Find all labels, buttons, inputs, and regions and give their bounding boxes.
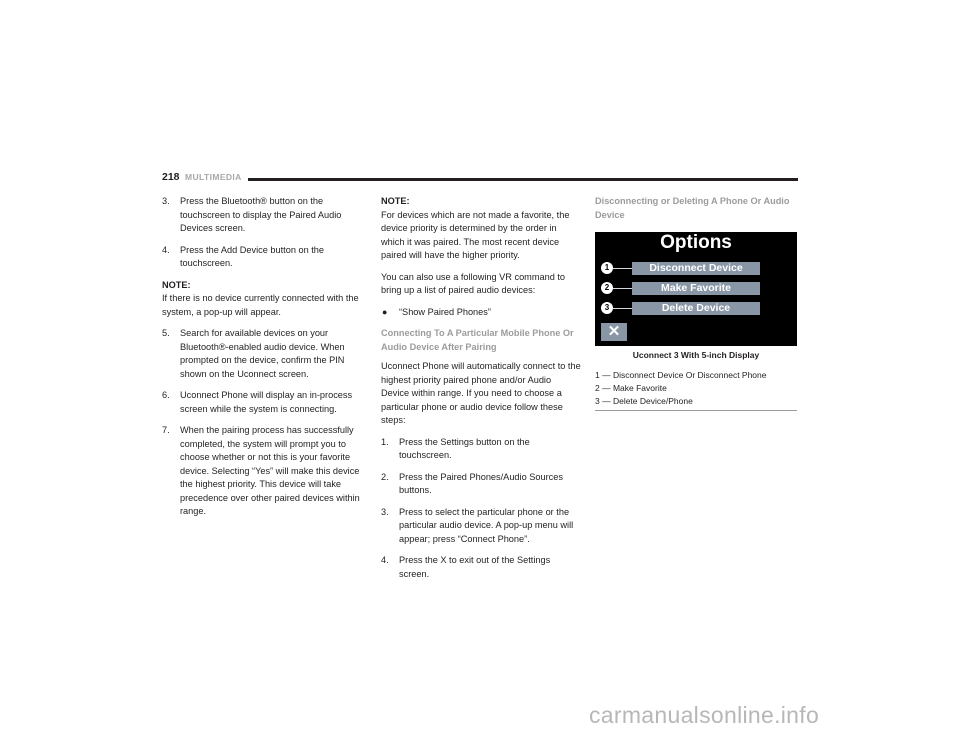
callout-leader <box>613 308 632 309</box>
options-screen-image <box>595 232 797 346</box>
step-item <box>162 195 368 236</box>
legend-item: 2 — Make Favorite <box>595 382 667 393</box>
section-title: MULTIMEDIA <box>185 172 242 182</box>
subheading: Connecting To A Particular Mobile Phone Or Audio Device After Pairing <box>381 328 574 352</box>
figure-caption: Uconnect 3 With 5-inch Display <box>632 350 760 360</box>
step-item <box>381 471 581 498</box>
step-text: Press the Bluetooth® button on the touchscreen to display the Paired Audio Devices screen. <box>180 196 342 233</box>
step-number: 4. <box>381 555 389 565</box>
delete-device-button: Delete Device <box>632 302 760 315</box>
step-text: Press to select the particular phone or the particular audio device. A pop-up menu will appear; press “Connect Phone”. <box>399 506 574 544</box>
step-item <box>381 554 581 581</box>
page-header <box>162 171 798 187</box>
step-item <box>381 436 581 463</box>
vr-intro: You can also use a following VR command to bring up a list of paired audio devices: <box>381 271 566 295</box>
bullet-dot-icon: ● <box>382 306 388 317</box>
callout-leader <box>613 288 632 289</box>
note-text: For devices which are not made a favorite, the device priority is determined by the order in which it was paired. The most recent device paired will have the higher priority. <box>381 209 570 260</box>
step-number: 1. <box>381 436 389 447</box>
legend-rule <box>595 410 797 411</box>
watermark: carmanualsonline.info <box>589 702 820 728</box>
step-item <box>162 389 368 416</box>
note-label: NOTE: <box>381 196 410 206</box>
step-number: 4. <box>162 244 170 255</box>
step-text: Press the Paired Phones/Audio Sources buttons. <box>399 471 563 495</box>
step-text: Press the Settings button on the touchscreen. <box>399 436 530 460</box>
bullet-text: “Show Paired Phones” <box>399 306 491 317</box>
column-1 <box>162 195 368 527</box>
step-number: 6. <box>162 390 170 400</box>
callout-2: 2 <box>601 282 613 294</box>
screen-title: Options <box>660 232 732 253</box>
note-text: If there is no device currently connected with the system, a pop-up will appear. <box>162 293 359 317</box>
step-text: Press the Add Device button on the touchscreen. <box>180 244 325 268</box>
step-text: When the pairing process has successfully completed, the system will prompt you to choose whether or not this is your favorite device. Selecting “Yes” will make this device the highest priority. This device will take precedence over other paired devices within range. <box>180 425 360 516</box>
close-icon: ✕ <box>601 323 627 341</box>
column-2 <box>381 195 581 589</box>
step-number: 5. <box>162 328 170 338</box>
legend-item: 3 — Delete Device/Phone <box>595 395 693 406</box>
step-item <box>381 506 581 547</box>
step-text: Press the X to exit out of the Settings screen. <box>399 555 551 579</box>
step-number: 7. <box>162 425 170 435</box>
callout-1: 1 <box>601 262 613 274</box>
step-item <box>162 327 368 381</box>
step-number: 3. <box>162 196 170 206</box>
make-favorite-button: Make Favorite <box>632 282 760 295</box>
column-3 <box>595 195 797 411</box>
step-number: 3. <box>381 506 389 517</box>
disconnect-device-button: Disconnect Device <box>632 262 760 275</box>
header-rule <box>248 178 798 181</box>
callout-leader <box>613 268 632 269</box>
legend-item: 1 — Disconnect Device Or Disconnect Phone <box>595 369 767 380</box>
note-label: NOTE: <box>162 279 191 290</box>
bullet-item <box>381 306 581 320</box>
step-item <box>162 244 368 271</box>
step-number: 2. <box>381 471 389 482</box>
step-text: Search for available devices on your Bluetooth®-enabled audio device. When prompted on the device, confirm the PIN shown on the Uconnect screen. <box>180 328 345 379</box>
subheading: Disconnecting or Deleting A Phone Or Audio Device <box>595 196 790 220</box>
intro-text: Uconnect Phone will automatically connect to the highest priority paired phone and/or Audio Device within range. If you need to choose a particular phone or audio device follow these steps: <box>381 361 581 425</box>
callout-3: 3 <box>601 302 613 314</box>
step-text: Uconnect Phone will display an in-process screen while the system is connecting. <box>180 390 353 414</box>
step-item <box>162 424 368 519</box>
page-number: 218 <box>162 171 180 183</box>
